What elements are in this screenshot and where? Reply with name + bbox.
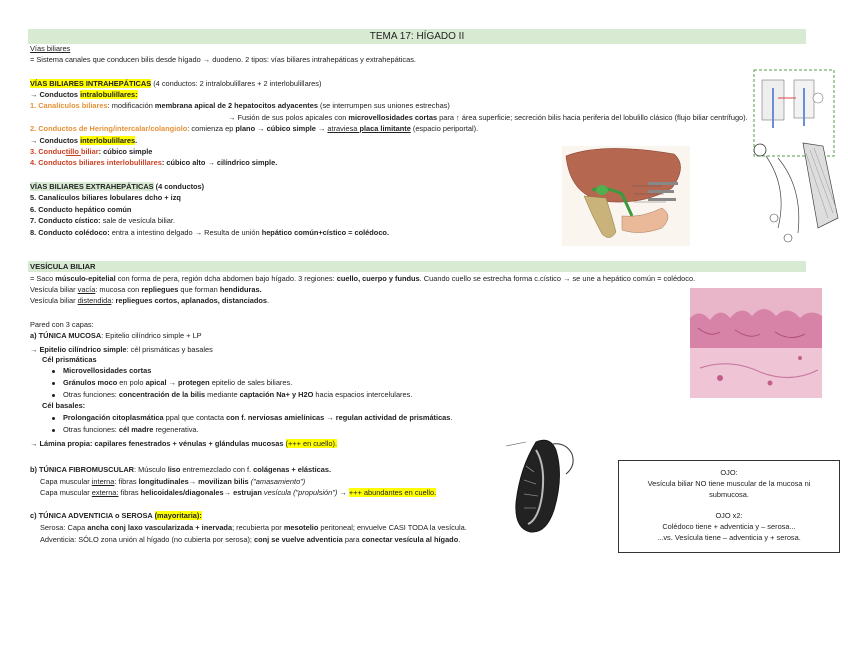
a-title: a) TÚNICA MUCOSA	[30, 331, 102, 340]
b1-d: regulan actividad de prismáticas	[335, 413, 451, 422]
bi-c: : fibras	[114, 477, 139, 486]
s-b: ancha conj laxo vascularizada + inervada	[87, 523, 233, 532]
d1-a: = Saco	[30, 274, 56, 283]
ves-b1	[52, 413, 452, 423]
ves-b-title	[30, 465, 331, 475]
d1-f: se une a hepático común = colédoco.	[570, 274, 696, 283]
c4-a: : cúbico alto	[161, 158, 206, 167]
c2-name: 2. Conductos de Hering/intercalar/colangiolo	[30, 124, 188, 133]
bi-d: longitudinales	[138, 477, 189, 486]
p2-c: apical	[145, 378, 167, 387]
bullet-icon	[52, 394, 55, 397]
be-b: externa:	[91, 488, 119, 497]
c2-d: atraviesa	[327, 124, 360, 133]
be-g: +++ abundantes en cuello.	[348, 488, 437, 497]
bullet-icon	[52, 429, 55, 432]
ojo-heading-2: OJO x2:	[715, 511, 743, 520]
c2-a: : comienza ep	[187, 124, 236, 133]
ves-be	[40, 488, 436, 498]
d1-c: con forma de pera, región dcha abdomen bajo hígado. 3 regiones:	[115, 274, 337, 283]
ves-b2	[52, 425, 199, 435]
d1-d: cuello, cuerpo y fundus	[336, 274, 420, 283]
intra-title-text: VÍAS BILIARES INTRAHEPÁTICAS	[30, 79, 152, 88]
p2-e: epitelio de sales biliares.	[209, 378, 293, 387]
c1-name: 1. Canalículos biliares	[30, 101, 108, 110]
ves-bi	[40, 477, 305, 487]
d2-b: vacía	[77, 285, 96, 294]
ad-b: conj se vuelve adventicia	[254, 535, 343, 544]
c3-rest: : cúbico simple	[98, 147, 153, 156]
liver-anatomy-figure	[562, 146, 690, 246]
extra-title-text: VÍAS BILIARES EXTRAHEPÁTICAS	[30, 182, 154, 191]
d2-f: hendiduras.	[219, 285, 262, 294]
i8-a: 8. Conducto colédoco:	[30, 228, 110, 237]
arrow-icon: →	[207, 158, 215, 167]
d3-b: distendida	[77, 296, 112, 305]
c2-c: cúbico simple	[266, 124, 316, 133]
intra-title	[30, 79, 321, 89]
ojo-text-1: Vesícula biliar NO tiene muscular de la mucosa ni submucosa.	[647, 479, 811, 499]
b1-e: .	[450, 413, 453, 422]
intra-l2-highlight: interlobulillares	[80, 136, 136, 145]
arrow-icon: →	[317, 124, 326, 133]
arrow-icon: →	[339, 488, 347, 497]
gallbladder-drawing-figure	[506, 436, 580, 540]
c3-name-c: biliar	[80, 147, 99, 156]
c-title: c) TÚNICA ADVENTICIA o SEROSA	[30, 511, 155, 520]
b2-a: Otras funciones:	[63, 425, 119, 434]
s-d: mesotelio	[283, 523, 319, 532]
p3-c: mediante	[205, 390, 240, 399]
b-b: liso	[167, 465, 181, 474]
arrow-icon: →	[228, 113, 236, 122]
b-c: entremezclado con f.	[180, 465, 254, 474]
page-title: TEMA 17: HÍGADO II	[28, 29, 806, 44]
ves-p3	[52, 390, 412, 400]
p3-e: hacia espacios intercelulares.	[313, 390, 413, 399]
i7-b: sale de vesícula biliar.	[100, 216, 175, 225]
p2-d: protegen	[178, 378, 210, 387]
c1-a: : modificación	[107, 101, 155, 110]
d3-d: repliegues cortos, aplanados, distanciados	[115, 296, 268, 305]
ves-serosa	[40, 523, 467, 533]
b1-a: Prolongación citoplasmática	[63, 413, 164, 422]
bi-b: interna	[91, 477, 115, 486]
arrow-icon: →	[30, 345, 38, 354]
lp-b: (+++ en cuello).	[285, 439, 338, 448]
ad-d: conectar vesícula al hígado	[361, 535, 459, 544]
b2-b: cél madre	[118, 425, 154, 434]
ves-a-title	[30, 331, 202, 341]
ves-c-title	[30, 511, 202, 521]
c2-e: placa limitante	[359, 124, 411, 133]
ves-adventicia	[40, 535, 460, 545]
intra-c1	[30, 101, 450, 111]
ves-p2	[52, 378, 292, 388]
intra-l2	[30, 136, 137, 146]
intra-count: (4 conductos: 2 intralobulillares + 2 interlobulillares)	[151, 79, 322, 88]
c1-b: membrana apical de 2 hepatocitos adyacentes	[154, 101, 318, 110]
c3-name-a: 3. Conduc	[30, 147, 66, 156]
arrow-icon: →	[223, 488, 232, 497]
lp-a: Lámina propia: capilares fenestrados + vénulas + glándulas mucosas	[39, 439, 286, 448]
be-c: fibras	[118, 488, 141, 497]
be-f: vesícula ("propulsión")	[261, 488, 340, 497]
intra-l1	[30, 90, 138, 100]
bullet-icon	[52, 370, 55, 373]
intra-l2-prefix: Conductos	[39, 136, 81, 145]
arrow-icon: →	[30, 439, 38, 448]
c1-c: (se interrumpen sus uniones estrechas)	[317, 101, 450, 110]
vesicula-title: VESÍCULA BILIAR	[30, 262, 96, 271]
d1-e: . Cuando cuello se estrecha forma c.cístico	[419, 274, 564, 283]
epi-a: Epitelio cilíndrico simple	[39, 345, 127, 354]
d3-c: :	[111, 296, 116, 305]
bi-f: ("amasamiento")	[248, 477, 306, 486]
biliary-schematic-figure	[748, 68, 844, 253]
ves-lp	[30, 439, 337, 449]
c1-sub-c: para ↑ área superficie; secreción bilis hacia periferia del lobulillo clásico (flujo biliar centrífugo).	[437, 113, 748, 122]
arrow-icon: →	[326, 413, 334, 422]
bullet-icon	[52, 382, 55, 385]
arrow-icon: →	[30, 90, 38, 99]
b1-b: ppal que contacta	[163, 413, 227, 422]
ojo-heading-1: OJO:	[720, 468, 738, 477]
section-heading-vias: Vías biliares	[30, 44, 71, 53]
c1-sub-b: microvellosidades cortas	[348, 113, 438, 122]
arrow-icon: →	[563, 274, 571, 283]
p3-b: concentración de la bilis	[118, 390, 206, 399]
c4-b: cilíndrico simple.	[216, 158, 278, 167]
vias-definition: = Sistema canales que conducen bilis desde hígado → duodeno. 2 tipos: vías biliares intrahepáticas y extrahepáticas.	[30, 55, 416, 64]
ves-bas: Cél basales:	[42, 401, 86, 410]
p1-text: Microvellosidades cortas	[63, 366, 152, 375]
b-d: colágenas + elásticas.	[253, 465, 332, 474]
intra-l1-prefix: Conductos	[39, 90, 81, 99]
bullet-icon	[52, 417, 55, 420]
bi-e: movilizan bilis	[198, 477, 249, 486]
a-rest: : Epitelio cilíndrico simple + LP	[101, 331, 202, 340]
s-a: Serosa: Capa	[40, 523, 88, 532]
extra-i7	[30, 216, 175, 226]
i8-d: hepático común+cístico = colédoco.	[261, 228, 390, 237]
ad-e: .	[458, 535, 461, 544]
ves-epi	[30, 345, 213, 355]
arrow-icon: →	[30, 136, 38, 145]
d2-d: repliegues	[141, 285, 179, 294]
epi-b: : cél prismáticas y basales	[126, 345, 213, 354]
intra-c1-sub	[228, 113, 748, 123]
intra-l1-highlight: intralobulillares:	[80, 90, 138, 99]
ves-d1	[30, 274, 695, 284]
be-a: Capa muscular	[40, 488, 92, 497]
ojo-box	[618, 460, 840, 553]
extra-i6: 6. Conducto hepático común	[30, 205, 132, 214]
c3-name-b: tillo	[65, 147, 81, 156]
be-e: estrujan	[233, 488, 262, 497]
ves-d3	[30, 296, 269, 306]
ojo-text-2: Colédoco tiene + adventicia y – serosa...	[662, 522, 796, 531]
arrow-icon: →	[194, 228, 203, 237]
arrow-icon: →	[188, 477, 197, 486]
bi-a: Capa muscular	[40, 477, 92, 486]
d3-e: .	[267, 296, 270, 305]
d2-c: : mucosa con	[95, 285, 142, 294]
p2-a: Gránulos moco	[63, 378, 118, 387]
c-hl: (mayoritaria):	[154, 511, 202, 520]
extra-i8	[30, 228, 389, 238]
ad-c: para	[342, 535, 362, 544]
ves-pris: Cél prismáticas	[42, 355, 97, 364]
p3-a: Otras funciones:	[63, 390, 119, 399]
b1-c: con f. nerviosas amielínicas	[226, 413, 325, 422]
d1-b: músculo-epitelial	[55, 274, 116, 283]
d3-a: Vesícula biliar	[30, 296, 78, 305]
intra-c4	[30, 158, 277, 168]
extra-i5: 5. Canalículos biliares lobulares dcho + izq	[30, 193, 181, 202]
i8-b: entra a intestino delgado	[109, 228, 195, 237]
arrow-icon: →	[168, 378, 176, 387]
i7-a: 7. Conducto cístico:	[30, 216, 101, 225]
ves-p1	[52, 366, 151, 376]
extra-title	[30, 182, 204, 192]
intra-c3	[30, 147, 152, 157]
s-e: peritoneal; envuelve CASI TODA la vesícula.	[318, 523, 467, 532]
intra-l2-dot: .	[135, 136, 138, 145]
p3-d: captación Na+ y H2O	[239, 390, 314, 399]
p2-b: en polo	[117, 378, 146, 387]
b-a: : Músculo	[134, 465, 168, 474]
ves-pared: Pared con 3 capas:	[30, 320, 94, 329]
d2-a: Vesícula biliar	[30, 285, 78, 294]
ojo-text-3: ...vs. Vesícula tiene – adventicia y + serosa.	[657, 533, 801, 542]
vesicula-band	[28, 261, 806, 272]
histology-micrograph-figure	[690, 288, 822, 398]
b-title: b) TÚNICA FIBROMUSCULAR	[30, 465, 135, 474]
be-d: helicoidales/diagonales	[140, 488, 224, 497]
c1-sub-a: Fusión de sus polos apicales con	[237, 113, 349, 122]
c2-f: (espacio periportal).	[410, 124, 479, 133]
b2-c: regenerativa.	[153, 425, 199, 434]
intra-c2	[30, 124, 478, 134]
c2-b: plano	[235, 124, 256, 133]
extra-count: (4 conductos)	[153, 182, 205, 191]
s-c: ; recubierta por	[232, 523, 284, 532]
d2-e: que forman	[178, 285, 220, 294]
ves-d2	[30, 285, 262, 295]
ad-a: Adventicia: SÓLO zona unión al hígado (no cubierta por serosa);	[40, 535, 255, 544]
c4-name: 4. Conductos biliares interlobulillares	[30, 158, 162, 167]
arrow-icon: →	[257, 124, 265, 133]
i8-c: Resulta de unión	[202, 228, 262, 237]
